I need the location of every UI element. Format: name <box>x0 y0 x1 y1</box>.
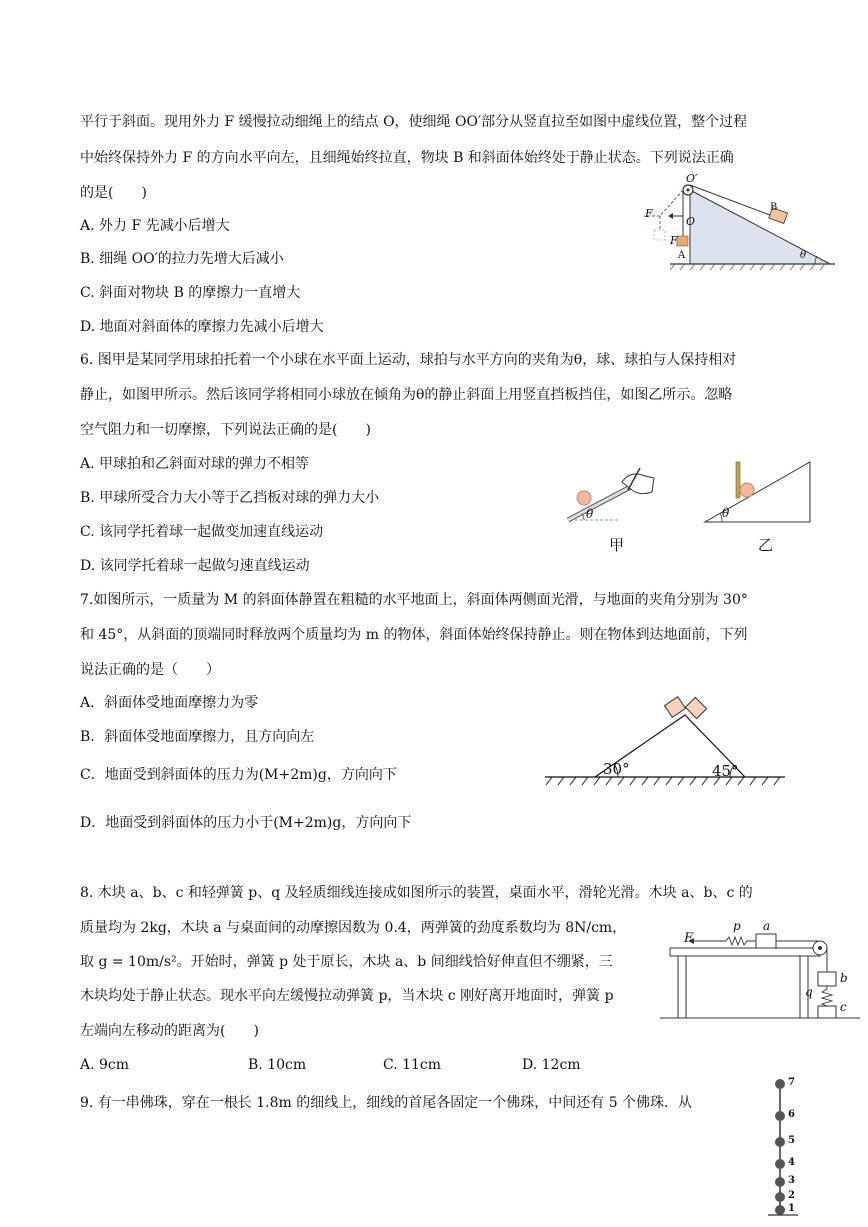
q6-line-3: 空气阻力和一切摩擦，下列说法正确的是( ) <box>80 422 371 438</box>
q5-option-d: D. 地面对斜面体的摩擦力先减小后增大 <box>80 319 324 335</box>
q6-label-jia: 甲 <box>609 536 625 554</box>
q7-line-1: 7.如图所示，一质量为 M 的斜面体静置在粗糙的水平地面上，斜面体两侧面光滑，与地面的夹角分别为 30° <box>80 592 748 608</box>
q8-label-f: F <box>684 931 694 946</box>
q5-label-f-dashed: F <box>645 207 653 220</box>
q5-label-f: F <box>670 234 678 247</box>
q5-line-3: 的是( ) <box>80 185 147 201</box>
q8-option-b: B. 10cm <box>248 1057 307 1073</box>
q5-label-b: B <box>770 202 778 213</box>
q8-line-5: 左端向左移动的距离为( ) <box>80 1023 259 1039</box>
q8-line-2: 质量均为 2kg，木块 a 与桌面间的动摩擦因数为 0.4，两弹簧的劲度系数均为 8N/cm， <box>80 920 627 936</box>
q5-option-b: B. 细绳 OO′的拉力先增大后减小 <box>80 251 284 267</box>
q9-line-1: 9. 有一串佛珠，穿在一根长 1.8m 的细线上，细线的首尾各固定一个佛珠，中间还有 5 个佛珠．从 <box>80 1095 693 1111</box>
q6-option-a: A. 甲球拍和乙斜面对球的弹力不相等 <box>80 456 310 472</box>
q5-label-o-prime: O′ <box>686 172 698 185</box>
q9-bead-label-3: 3 <box>788 1175 795 1186</box>
q6-yi-theta: θ <box>722 506 730 520</box>
q6-label-yi: 乙 <box>758 536 774 554</box>
q5-line-1: 平行于斜面。现用外力 F 缓慢拉动细绳上的结点 O，使细绳 OO′部分从竖直拉至如图中虚线位置，整个过程 <box>80 114 748 130</box>
q6-option-d: D. 该同学托着球一起做匀速直线运动 <box>80 558 310 574</box>
q8-label-a: a <box>763 919 771 933</box>
q8-label-q: q <box>805 985 813 999</box>
q6-line-2: 静止，如图甲所示。然后该同学将相同小球放在倾角为θ的静止斜面上用竖直挡板挡住，如图乙所示。忽略 <box>80 387 733 403</box>
q8-line-3: 取 g = 10m/s²。开始时，弹簧 p 处于原长，木块 a、b 间细线恰好伸直但不绷紧，三 <box>80 954 613 970</box>
q8-label-b: b <box>840 971 848 985</box>
q6-jia-theta: θ <box>586 507 594 521</box>
q9-bead-label-5: 5 <box>788 1135 795 1146</box>
q8-option-a: A. 9cm <box>80 1057 130 1073</box>
q8-line-4: 木块均处于静止状态。现水平向左缓慢拉动弹簧 p，当木块 c 刚好离开地面时，弹簧 p <box>80 988 614 1004</box>
q6-line-1: 6. 图甲是某同学用球拍托着一个小球在水平面上运动，球拍与水平方向的夹角为θ，球、球拍与人保持相对 <box>80 352 737 368</box>
q5-label-o: O <box>686 215 696 228</box>
q5-line-2: 中始终保持外力 F 的方向水平向左，且细绳始终拉直，物块 B 和斜面体始终处于静止状态。下列说法正确 <box>80 150 734 166</box>
q8-option-d: D. 12cm <box>522 1057 581 1073</box>
q5-label-theta: θ <box>800 250 807 261</box>
q9-bead-label-7: 7 <box>788 1077 795 1088</box>
q6-figure-jia <box>560 460 660 530</box>
q5-incline-figure <box>630 168 840 278</box>
q7-line-3: 说法正确的是（ ） <box>80 662 220 678</box>
q9-bead-label-4: 4 <box>788 1157 795 1168</box>
q7-angle-45: 45° <box>712 762 739 780</box>
q7-option-c: C．地面受到斜面体的压力为(M+2m)g，方向向下 <box>80 767 397 783</box>
q5-label-a: A <box>678 250 686 261</box>
q6-figure-yi <box>700 458 820 528</box>
q7-angle-30: 30° <box>603 760 630 778</box>
q7-option-d: D．地面受到斜面体的压力小于(M+2m)g，方向向下 <box>80 815 412 831</box>
q9-bead-label-2: 2 <box>788 1190 795 1201</box>
q7-option-b: B．斜面体受地面摩擦力，且方向向左 <box>80 729 315 745</box>
q5-option-a: A. 外力 F 先减小后增大 <box>80 218 230 234</box>
q5-option-c: C. 斜面对物块 B 的摩擦力一直增大 <box>80 285 301 301</box>
q8-line-1: 8. 木块 a、b、c 和轻弹簧 p、q 及轻质细线连接成如图所示的装置，桌面水平，滑轮光滑。木块 a、b、c 的 <box>80 885 753 901</box>
q8-option-c: C. 11cm <box>383 1057 442 1073</box>
q8-label-c: c <box>840 1000 847 1014</box>
q8-label-p: p <box>733 919 741 933</box>
q7-option-a: A．斜面体受地面摩擦力为零 <box>80 695 259 711</box>
q9-bead-label-6: 6 <box>788 1109 795 1120</box>
q9-bead-label-1: 1 <box>788 1203 795 1214</box>
q6-option-b: B. 甲球所受合力大小等于乙挡板对球的弹力大小 <box>80 490 380 506</box>
q7-line-2: 和 45°，从斜面的顶端同时释放两个质量均为 m 的物体，斜面体始终保持静止。则在物体到达地面前，下列 <box>80 627 748 643</box>
q6-option-c: C. 该同学托着球一起做变加速直线运动 <box>80 524 324 540</box>
q7-double-incline-figure <box>540 690 790 790</box>
